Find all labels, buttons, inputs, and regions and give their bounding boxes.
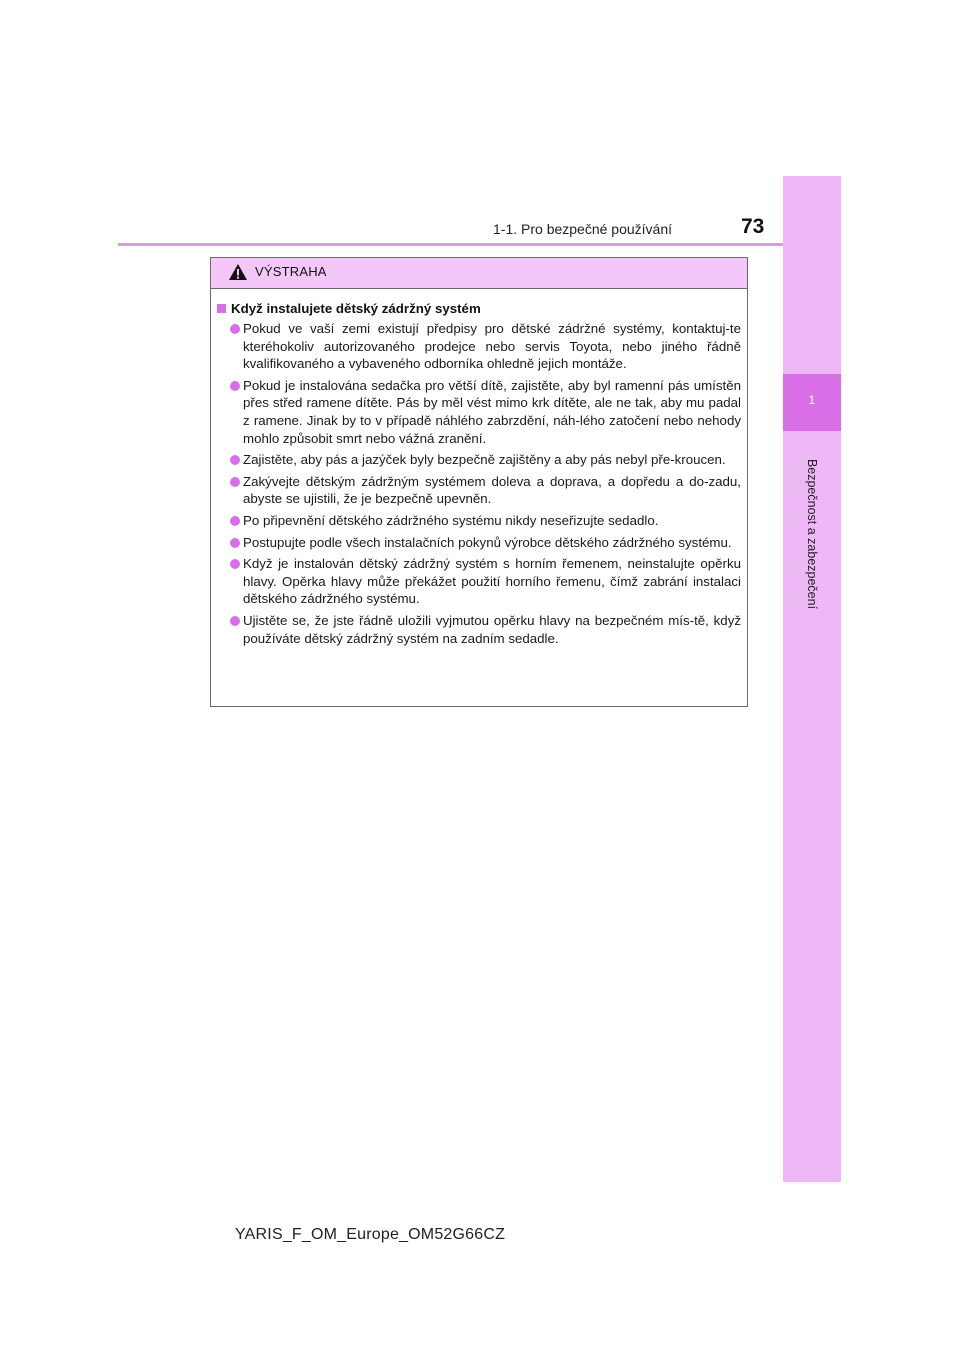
- square-bullet-icon: [217, 304, 226, 313]
- warning-body: [211, 289, 747, 647]
- list-item-text: Zajistěte, aby pás a jazýček byly bezpečně zajištěny a aby pás nebyl pře-kroucen.: [243, 452, 726, 468]
- chapter-number: 1: [808, 393, 816, 407]
- bullet-dot-icon: [230, 455, 240, 465]
- list-item: [217, 512, 741, 530]
- list-item-text: Pokud je instalována sedačka pro větší dítě, zajistěte, aby byl ramenní pás umístěn přes střed ramene dítěte. Pás by měl vést mimo krk dítěte, ale ne tak, aby mu padal z ramene. Jinak by to v případě náhlého zabrzdění, náh-lého zatočení nebo nehody mohlo způsobit smrt nebo vážná zranění.: [243, 377, 741, 446]
- bullet-dot-icon: [230, 324, 240, 334]
- warning-triangle-icon: [228, 263, 248, 286]
- list-item: [217, 377, 741, 447]
- bullet-dot-icon: [230, 516, 240, 526]
- list-item-text: Postupujte podle všech instalačních pokynů výrobce dětského zádržného systému.: [243, 534, 732, 550]
- warning-title: VÝSTRAHA: [255, 264, 327, 279]
- section-heading: 1-1. Pro bezpečné používání: [493, 221, 673, 237]
- list-item-text: Zakývejte dětským zádržným systémem doleva a doprava, a dopředu a do-zadu, abyste se ujistili, že je bezpečně upevněn.: [243, 473, 741, 507]
- document-code: YARIS_F_OM_Europe_OM52G66CZ: [235, 1226, 506, 1243]
- warning-section-title: [217, 301, 741, 316]
- list-item: [217, 473, 741, 508]
- list-item-text: Ujistěte se, že jste řádně uložili vyjmutou opěrku hlavy na bezpečném mís-tě, když používáte dětský zádržný systém na zadním sedadle.: [243, 612, 741, 646]
- list-item: [217, 320, 741, 373]
- warning-item-list: [217, 320, 741, 647]
- list-item: [217, 534, 741, 552]
- list-item: [217, 451, 741, 469]
- header-divider: [118, 243, 841, 246]
- bullet-dot-icon: [230, 477, 240, 487]
- page-number: 73: [741, 215, 765, 238]
- list-item: [217, 555, 741, 608]
- warning-header: [211, 258, 747, 289]
- bullet-dot-icon: [230, 616, 240, 626]
- bullet-dot-icon: [230, 559, 240, 569]
- list-item-text: Pokud ve vaší zemi existují předpisy pro dětské zádržné systémy, kontaktuj-te kteréhokoliv autorizovaného prodejce nebo servis Toyota, nebo jiného řádně kvalifikovaného a vybaveného odborníka ohledně jejich montáže.: [243, 321, 741, 372]
- warning-section-title-text: Když instalujete dětský zádržný systém: [231, 301, 481, 316]
- list-item-text: Po připevnění dětského zádržného systému nikdy neseřizujte sedadlo.: [243, 512, 659, 528]
- chapter-side-tab: [783, 176, 841, 1182]
- list-item-text: Když je instalován dětský zádržný systém s horním řemenem, neinstalujte opěrku hlavy. Opěrka hlavy může překážet použití horního řemenu, čímž zabrání instalaci dětského zádržného systému.: [243, 556, 741, 607]
- list-item: [217, 612, 741, 647]
- bullet-dot-icon: [230, 538, 240, 548]
- chapter-label: Bezpečnost a zabezpečení: [805, 458, 819, 610]
- bullet-dot-icon: [230, 381, 240, 391]
- warning-box: [210, 257, 748, 707]
